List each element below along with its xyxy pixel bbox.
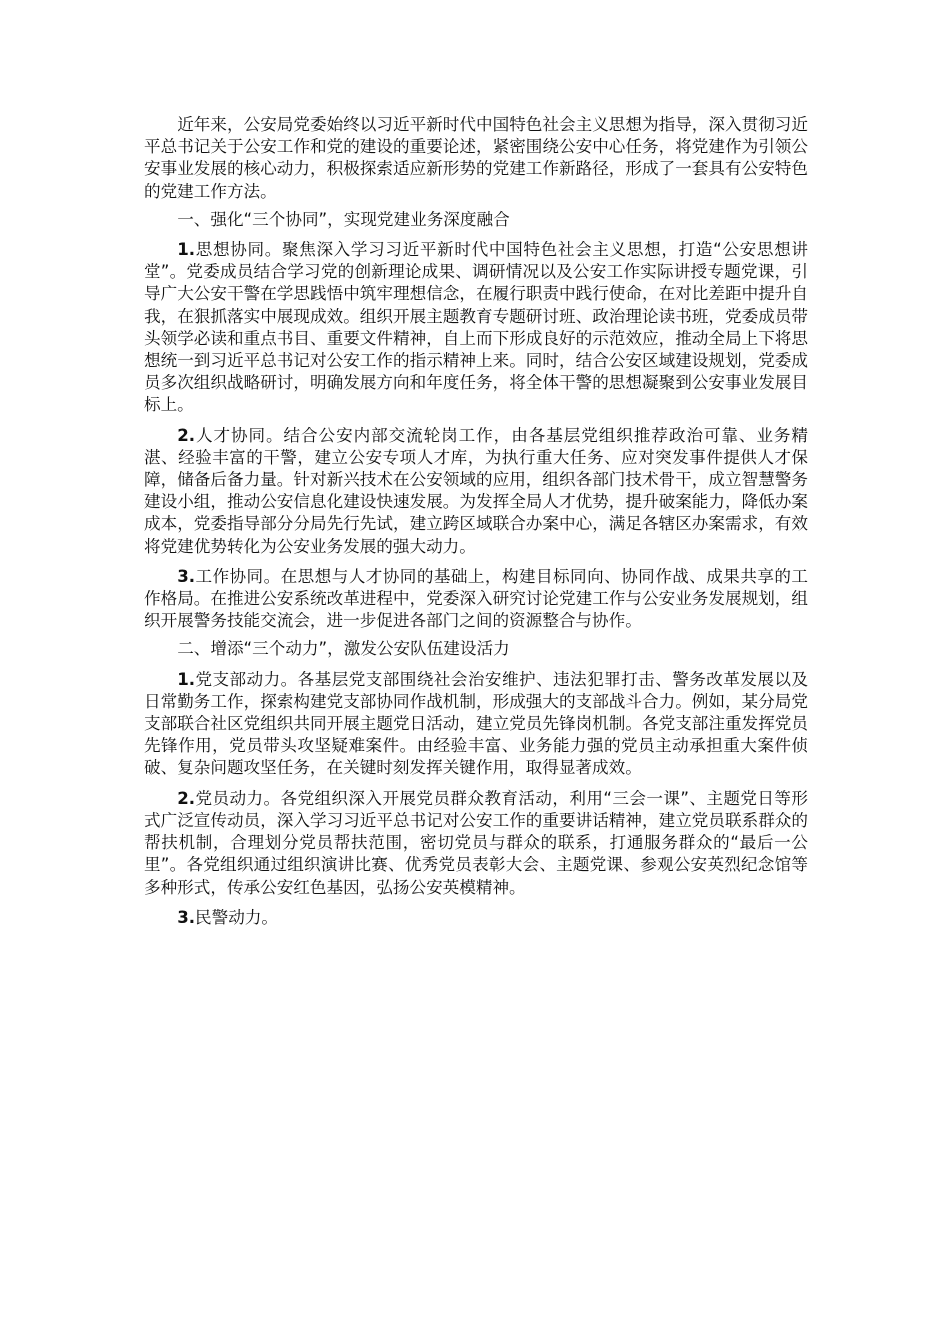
item-number: 3. xyxy=(177,907,196,927)
section-1-item-1 xyxy=(144,239,808,417)
section-2-heading: 二、增添“三个动力”，激发公安队伍建设活力 xyxy=(177,639,510,659)
item-number: 2. xyxy=(177,788,196,808)
item-number: 1. xyxy=(177,669,196,689)
item-text: 民警动力。 xyxy=(195,907,279,927)
item-number: 1. xyxy=(177,240,196,260)
section-1-item-3 xyxy=(144,566,808,633)
section-1-heading: 一、强化“三个协同”，实现党建业务深度融合 xyxy=(177,209,510,229)
section-2-item-3 xyxy=(144,907,808,929)
item-text: 思想协同。聚焦深入学习习近平新时代中国特色社会主义思想，打造“公安思想讲堂”。党委成员结合学习党的创新理论成果、调研情况以及公安工作实际讲授专题党课，引导广大公安干警在学思践悟中筑牢理想信念，在履行职责中践行使命，在对比差距中提升自我，在狠抓落实中展现成效。组织开展主题教育专题研讨班、政治理论读书班，党委成员带头领学必读和重点书目、重要文件精神，自上而下形成良好的示范效应，推动全局上下将思想统一到习近平总书记对公安工作的指示精神上来。同时，结合公安区域建设规划，党委成员多次组织战略研讨，明确发展方向和年度任务，将全体干警的思想凝聚到公安事业发展目标上。 xyxy=(144,240,808,415)
item-number: 2. xyxy=(177,425,196,445)
intro-paragraph: 近年来，公安局党委始终以习近平新时代中国特色社会主义思想为指导，深入贯彻习近平总书记关于公安工作和党的建设的重要论述，紧密围绕公安中心任务，将党建作为引领公安事业发展的核心动力，积极探索适应新形势的党建工作新路径，形成了一套具有公安特色的党建工作方法。 xyxy=(144,115,808,201)
item-text: 工作协同。在思想与人才协同的基础上，构建目标同向、协同作战、成果共享的工作格局。在推进公安系统改革进程中，党委深入研究讨论党建工作与公安业务发展规划，组织开展警务技能交流会，进一步促进各部门之间的资源整合与协作。 xyxy=(144,566,808,631)
section-2-item-1 xyxy=(144,669,808,780)
section-1-item-2 xyxy=(144,425,808,558)
item-text: 党员动力。各党组织深入开展党员群众教育活动，利用“三会一课”、主题党日等形式广泛宣传动员，深入学习习近平总书记对公安工作的重要讲话精神，建立党员联系群众的帮扶机制，合理划分党员帮扶范围，密切党员与群众的联系，打通服务群众的“最后一公里”。各党组织通过组织演讲比赛、优秀党员表彰大会、主题党课、参观公安英烈纪念馆等多种形式，传承公安红色基因，弘扬公安英模精神。 xyxy=(144,788,808,897)
item-text: 人才协同。结合公安内部交流轮岗工作，由各基层党组织推荐政治可靠、业务精湛、经验丰富的干警，建立公安专项人才库，为执行重大任务、应对突发事件提供人才保障，储备后备力量。针对新兴技术在公安领域的应用，组织各部门技术骨干，成立智慧警务建设小组，推动公安信息化建设快速发展。为发挥全局人才优势，提升破案能力，降低办案成本，党委指导部分分局先行先试，建立跨区域联合办案中心，满足各辖区办案需求，有效将党建优势转化为公安业务发展的强大动力。 xyxy=(144,425,808,556)
item-text: 党支部动力。各基层党支部围绕社会治安维护、违法犯罪打击、警务改革发展以及日常勤务工作，探索构建党支部协同作战机制，形成强大的支部战斗合力。例如，某分局党支部联合社区党组织共同开展主题党日活动，建立党员先锋岗机制。各党支部注重发挥党员先锋作用，党员带头攻坚疑难案件。由经验丰富、业务能力强的党员主动承担重大案件侦破、复杂问题攻坚任务，在关键时刻发挥关键作用，取得显著成效。 xyxy=(144,669,808,778)
section-2-item-2 xyxy=(144,788,808,899)
item-number: 3. xyxy=(177,566,196,586)
